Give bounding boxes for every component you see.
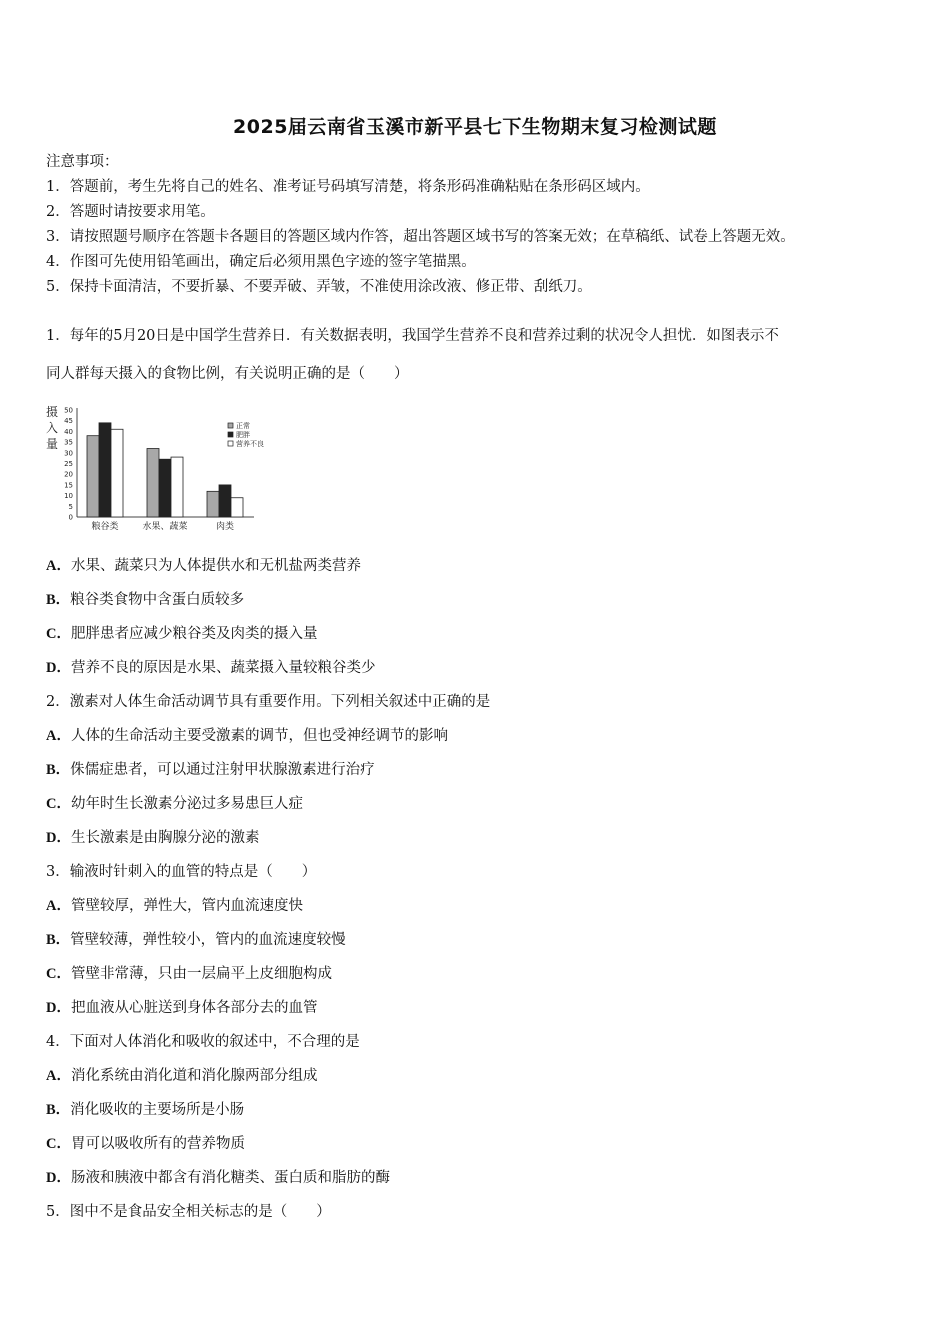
legend-label: 正常 [236,422,250,430]
option-1d[interactable] [46,659,375,677]
y-tick-label: 50 [64,406,73,415]
legend-swatch [228,423,233,428]
bar-营养不良 [171,457,183,517]
option-label: C． [46,626,71,642]
x-tick-label: 水果、蔬菜 [142,522,188,532]
option-2a[interactable] [46,727,448,745]
notice-item: 4．作图可先使用铅笔画出，确定后必须用黑色字迹的签字笔描黑。 [46,254,476,270]
y-tick-label: 0 [68,513,73,522]
y-tick-label: 30 [64,449,73,458]
option-text: 人体的生命活动主要受激素的调节，但也受神经调节的影响 [70,728,448,744]
question-3-stem: 3．输液时针刺入的血管的特点是（ ） [46,864,317,880]
option-4a[interactable] [46,1067,317,1085]
bar-正常 [207,491,219,517]
legend-swatch [228,432,233,437]
option-label: C． [46,796,71,812]
question-2-stem: 2．激素对人体生命活动调节具有重要作用。下列相关叙述中正确的是 [46,694,491,710]
question-1-stem-cont: 同人群每天摄入的食物比例，有关说明正确的是（ ） [46,366,409,382]
option-1c[interactable] [46,625,317,643]
option-label: B． [46,762,71,778]
bar-肥胖 [159,459,171,517]
option-text: 生长激素是由胸腺分泌的激素 [70,830,260,846]
bar-营养不良 [231,498,243,517]
legend-swatch [228,441,233,446]
option-text: 管壁较厚，弹性大，管内血流速度快 [70,898,303,914]
page-title: 2025届云南省玉溪市新平县七下生物期末复习检测试题 [233,116,717,138]
question-1-stem: 1．每年的5月20日是中国学生营养日．有关数据表明，我国学生营养不良和营养过剩的状况令人担忧．如图表示不 [46,328,779,344]
y-tick-label: 15 [64,481,73,490]
y-tick-label: 5 [68,502,73,511]
notice-item: 1．答题前，考生先将自己的姓名、准考证号码填写清楚，将条形码准确粘贴在条形码区域内。 [46,179,650,195]
y-tick-label: 20 [64,470,73,479]
option-label: D． [46,1170,71,1186]
option-text: 把血液从心脏送到身体各部分去的血管 [70,1000,318,1016]
bar-营养不良 [111,429,123,517]
notice-item: 2．答题时请按要求用笔。 [46,204,215,220]
option-text: 营养不良的原因是水果、蔬菜摄入量较粮谷类少 [70,660,376,676]
x-tick-label: 粮谷类 [91,522,119,532]
legend-label: 肥胖 [236,431,250,439]
option-text: 水果、蔬菜只为人体提供水和无机盐两类营养 [70,558,361,574]
option-text: 消化系统由消化道和消化腺两部分组成 [70,1068,318,1084]
y-tick-label: 45 [64,417,73,426]
option-text: 粮谷类食物中含蛋白质较多 [70,592,245,608]
bar-肥胖 [219,485,231,517]
option-label: A． [46,898,71,914]
option-3b[interactable] [46,931,346,949]
option-text: 肥胖患者应减少粮谷类及肉类的摄入量 [70,626,318,642]
option-3d[interactable] [46,999,317,1017]
y-tick-label: 35 [64,438,73,447]
option-4b[interactable] [46,1101,244,1119]
option-text: 管壁非常薄，只由一层扁平上皮细胞构成 [70,966,332,982]
bar-肥胖 [99,423,111,517]
option-4c[interactable] [46,1135,245,1153]
y-tick-label: 25 [64,460,73,468]
option-text: 管壁较薄，弹性较小，管内的血流速度较慢 [70,932,346,948]
option-2d[interactable] [46,829,259,847]
notice-item: 5．保持卡面清洁，不要折暴、不要弄破、弄皱，不准使用涂改液、修正带、刮纸刀。 [46,279,592,295]
y-axis-label-char: 入 [45,421,59,435]
option-2b[interactable] [46,761,375,779]
notice-item: 3．请按照题号顺序在答题卡各题目的答题区域内作答，超出答题区域书写的答案无效；在草稿纸、试卷上答题无效。 [46,229,795,245]
notice-heading: 注意事项： [46,154,119,170]
option-label: A． [46,1068,71,1084]
y-tick-label: 10 [64,492,73,501]
legend-label: 营养不良 [236,440,264,448]
bar-正常 [87,436,99,517]
option-text: 消化吸收的主要场所是小肠 [70,1102,245,1118]
y-axis-label-char: 摄 [45,405,59,419]
option-label: C． [46,1136,71,1152]
option-text: 侏儒症患者，可以通过注射甲状腺激素进行治疗 [70,762,375,778]
option-3a[interactable] [46,897,303,915]
option-label: D． [46,830,71,846]
food-intake-bar-chart [44,400,284,536]
option-3c[interactable] [46,965,332,983]
option-4d[interactable] [46,1169,390,1187]
option-label: D． [46,1000,71,1016]
option-text: 胃可以吸收所有的营养物质 [70,1136,245,1152]
y-axis-label-char: 量 [45,437,59,451]
option-label: A． [46,728,71,744]
option-1a[interactable] [46,557,361,575]
option-1b[interactable] [46,591,244,609]
option-label: C． [46,966,71,982]
x-tick-label: 肉类 [215,522,235,532]
question-5-stem: 5．图中不是食品安全相关标志的是（ ） [46,1204,331,1220]
y-tick-label: 40 [64,427,73,436]
option-text: 肠液和胰液中都含有消化糖类、蛋白质和脂肪的酶 [70,1170,390,1186]
option-label: D． [46,660,71,676]
option-label: A． [46,558,71,574]
bar-正常 [147,449,159,517]
question-4-stem: 4．下面对人体消化和吸收的叙述中，不合理的是 [46,1034,360,1050]
option-label: B． [46,1102,71,1118]
option-text: 幼年时生长激素分泌过多易患巨人症 [70,796,303,812]
option-label: B． [46,932,71,948]
option-label: B． [46,592,71,608]
option-2c[interactable] [46,795,303,813]
